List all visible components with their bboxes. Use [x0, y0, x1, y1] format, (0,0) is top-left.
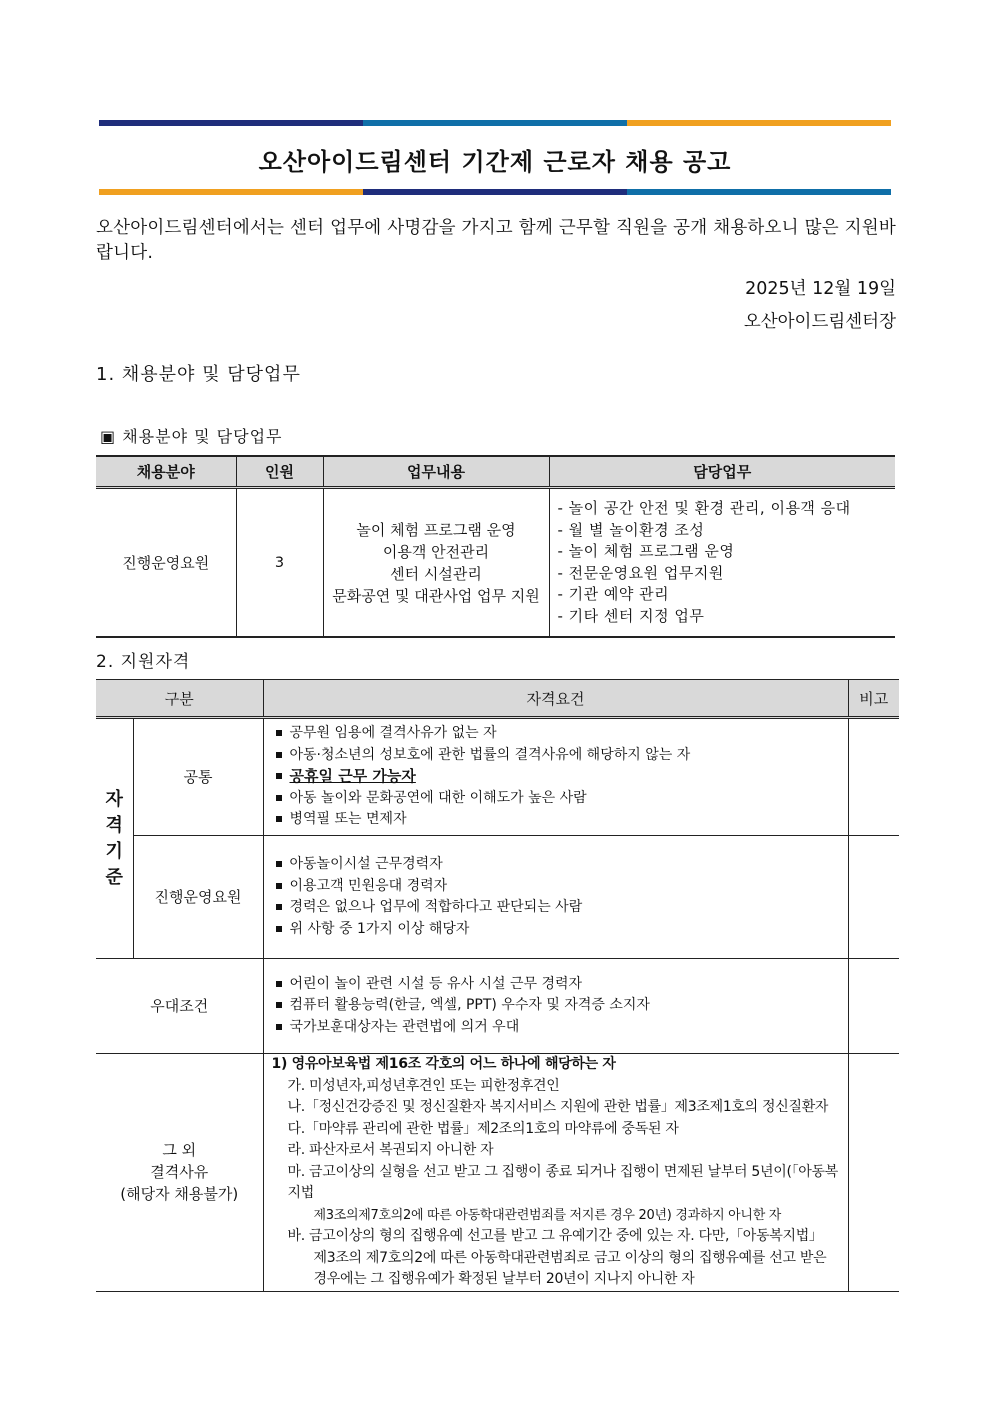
remark-cell	[848, 959, 899, 1054]
col-header: 채용분야	[96, 456, 236, 488]
page-title: 오산아이드림센터 기간제 근로자 채용 공고	[258, 148, 732, 176]
task-item: - 기타 센터 지정 업무	[557, 606, 705, 625]
table-row	[96, 836, 899, 959]
col-header: 구분	[96, 680, 263, 718]
col-header: 인원	[236, 456, 323, 488]
table-row	[96, 959, 899, 1054]
duty-item: 문화공연 및 대관사업 업무 지원	[332, 586, 540, 605]
signer: 오산아이드림센터장	[743, 312, 896, 332]
other-label: 그 외 결격사유 (해당자 채용불가)	[96, 1054, 263, 1292]
col-header: 담당업무	[549, 456, 895, 488]
tasks-cell	[549, 488, 895, 638]
list-item: 컴퓨터 활용능력(한글, 엑셀, PPT) 우수자 및 자격증 소지자	[276, 995, 848, 1017]
col-header: 비고	[848, 680, 899, 718]
list-item: 어린이 놀이 관련 시설 등 유사 시설 근무 경력자	[276, 974, 848, 996]
list-item: 나.「정신건강증진 및 정신질환자 복지서비스 지원에 관한 법률」제3조제1호의 정신질환자	[287, 1099, 829, 1115]
staff-requirements	[263, 836, 848, 959]
list-item: 병역필 또는 면제자	[276, 809, 848, 831]
disqualification-list	[263, 1054, 848, 1292]
task-item: - 기관 예약 관리	[557, 585, 670, 603]
task-item: - 전문운영요원 업무지원	[557, 563, 724, 582]
list-item: 제3조의제7호의2에 따른 아동학대관련범죄를 저지른 경우 20년) 경과하지 아니한 자	[313, 1207, 782, 1223]
list-item: 아동·청소년의 성보호에 관한 법률의 결격사유에 해당하지 않는 자	[276, 745, 848, 767]
task-item: - 놀이 공간 안전 및 환경 관리, 이용객 응대	[557, 499, 851, 517]
common-requirements	[263, 718, 848, 836]
list-item: 마. 금고이상의 실형을 선고 받고 그 집행이 종료 되거나 집행이 면제된 날부터 5년이(「아동복지법	[287, 1163, 838, 1201]
list-item: 바. 금고이상의 형의 집행유예 선고를 받고 그 유예기간 중에 있는 자. 다만,「아동복지법」	[287, 1228, 823, 1244]
preferred-label: 우대조건	[96, 959, 263, 1054]
table-header-row	[96, 680, 899, 718]
list-item: 아동놀이시설 근무경력자	[276, 854, 848, 876]
duty-item: 센터 시설관리	[390, 564, 482, 583]
announcement-date: 2025년 12월 19일	[745, 279, 896, 299]
intro-text: 오산아이드림센터에서는 센터 업무에 사명감을 가지고 함께 근무할 직원을 공개 채용하오니 많은 지원바랍니다.	[96, 218, 896, 263]
remark-cell	[848, 1054, 899, 1292]
bottom-color-bar	[99, 189, 891, 195]
count-cell: 3	[236, 488, 323, 638]
remark-cell	[848, 836, 899, 959]
list-item: 가. 미성년자,피성년후견인 또는 피한정후견인	[287, 1077, 560, 1094]
section2-heading: 2. 지원자격	[96, 652, 191, 672]
section1-subheading: ▣ 채용분야 및 담당업무	[100, 427, 283, 446]
list-item: 이용고객 민원응대 경력자	[276, 876, 848, 898]
list-item: 다.「마약류 관리에 관한 법률」제2조의1호의 마약류에 중독된 자	[287, 1120, 679, 1137]
preferred-requirements	[263, 959, 848, 1054]
col-header: 자격요건	[263, 680, 848, 718]
table-header-row	[96, 456, 895, 488]
list-item: 국가보훈대상자는 관련법에 의거 우대	[276, 1017, 848, 1039]
table-row	[96, 718, 899, 836]
task-item: - 월 별 놀이환경 조성	[557, 520, 705, 539]
recruitment-table	[96, 455, 895, 638]
duties-cell	[323, 488, 549, 638]
list-item: 경우에는 그 집행유예가 확정된 날부터 20년이 지나지 아니한 자	[313, 1271, 695, 1287]
col-header: 업무내용	[323, 456, 549, 488]
list-item: 공휴일 근무 가능자	[276, 766, 848, 788]
duty-item: 놀이 체험 프로그램 운영	[356, 520, 516, 539]
staff-label: 진행운영요원	[133, 836, 263, 959]
list-item: 경력은 없으나 업무에 적합하다고 판단되는 사람	[276, 897, 848, 919]
criteria-label: 자 격 기 준	[96, 718, 133, 959]
task-item: - 놀이 체험 프로그램 운영	[557, 542, 735, 560]
list-item: 라. 파산자로서 복권되지 아니한 자	[287, 1142, 494, 1158]
table-row	[96, 1054, 899, 1292]
list-item: 아동 놀이와 문화공연에 대한 이해도가 높은 사람	[276, 788, 848, 810]
duty-item: 이용객 안전관리	[382, 542, 490, 561]
list-item: 제3조의 제7호의2에 따른 아동학대관련범죄로 금고 이상의 형의 집행유예를 선고 받은	[313, 1249, 827, 1266]
remark-cell	[848, 718, 899, 836]
list-item: 위 사항 중 1가지 이상 해당자	[276, 919, 848, 941]
qualification-table	[96, 679, 899, 1292]
top-color-bar	[99, 120, 891, 126]
field-cell: 진행운영요원	[96, 488, 236, 638]
list-item: 공무원 임용에 결격사유가 없는 자	[276, 723, 848, 745]
table-row	[96, 488, 895, 638]
section1-heading: 1. 채용분야 및 담당업무	[96, 364, 301, 385]
common-label: 공통	[133, 718, 263, 836]
disqualification-title: 1) 영유아보육법 제16조 각호의 어느 하나에 해당하는 자	[271, 1056, 616, 1072]
